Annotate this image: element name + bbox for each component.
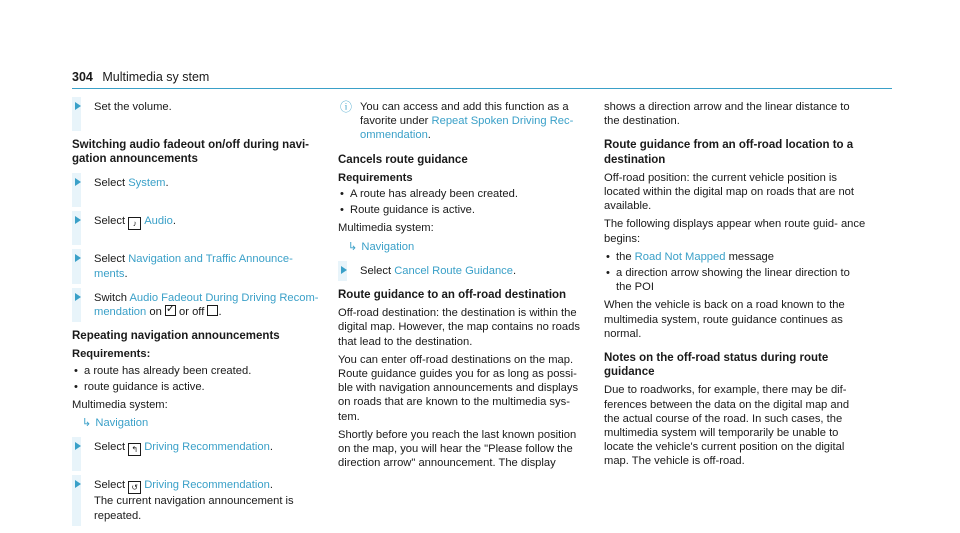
tip-info-icon: ⓘ [340, 100, 353, 114]
step-arrow-icon [75, 480, 81, 488]
menu-link-navigation-traffic: Navigation and Traffic Announce- ments [94, 253, 293, 280]
paragraph: shows a direction arrow and the linear distance to the destination. [604, 101, 850, 128]
step-select-driving-rec-1: Select ↰ Driving Recommendation. [72, 440, 322, 468]
menu-link-cancel-route: Cancel Route Guidance [394, 264, 513, 277]
requirement-item: • route guidance is active. [72, 380, 322, 394]
paragraph: When the vehicle is back on a road known to the multimedia system, route guidance continues as normal. [604, 299, 845, 340]
page-header [72, 70, 209, 84]
nav-link: Navigation [95, 417, 149, 430]
page-number: 304 [72, 70, 93, 84]
paragraph: The following displays appear when route guid- ance begins: [604, 218, 866, 245]
menu-link-driving-rec: Driving Recommendation [144, 479, 270, 492]
column-3 [604, 100, 866, 473]
column-1 [72, 100, 322, 523]
message-road-not-mapped: Road Not Mapped [634, 250, 726, 263]
checkbox-empty-icon [207, 305, 218, 316]
heading-repeat-announcements: Repeating navigation announcements [72, 330, 280, 343]
step-switch-audio-fadeout: Switch Audio Fadeout During Driving Recom- mendation on ✓ or off . [72, 291, 322, 319]
display-item: • a direction arrow showing the linear direction to the POI [604, 266, 866, 294]
step-arrow-icon [341, 266, 347, 274]
heading-offroad-destination: Route guidance to an off-road destination [338, 289, 567, 302]
step-arrow-icon [75, 254, 81, 262]
step-select-system: Select System. [72, 176, 322, 204]
step-result: The current navigation announcement is repeated. [94, 495, 294, 522]
paragraph: Shortly before you reach the last known position on the map, you will hear the "Please follow the direction arrow" announcement. The display [338, 428, 577, 470]
heading-audio-fadeout: Switching audio fadeout on/off during navi- gation announcements [72, 139, 310, 166]
requirement-item: • a route has already been created. [72, 364, 322, 378]
page-section-title: Multimedia sy stem [102, 70, 210, 84]
header-divider [72, 88, 892, 89]
driving-recommendation-repeat-icon: ↺ [128, 481, 141, 494]
driving-recommendation-icon: ↰ [128, 443, 141, 456]
column-2 [338, 100, 588, 474]
nav-path [338, 240, 588, 254]
menu-link-audio-fadeout: Audio Fadeout During Driving Recom- mendation [94, 291, 319, 319]
step-select-audio: Select ♪ Audio. [72, 214, 322, 242]
multimedia-system-label: Multimedia system: [338, 222, 434, 235]
nav-link: Navigation [361, 240, 415, 253]
step-set-volume: Set the volume. [72, 100, 322, 128]
requirement-item: • A route has already been created. [338, 187, 588, 201]
path-arrow-icon: ↳ [348, 240, 358, 253]
step-arrow-icon [75, 178, 81, 186]
nav-path [72, 416, 322, 430]
requirement-item: • Route guidance is active. [338, 203, 588, 217]
paragraph: You can enter off-road destinations on the map. Route guidance guides you for as long as possi- ble with navigation announcements and displays on roads that are known to the multimedia sys- tem. [338, 353, 579, 423]
heading-cancel-route: Cancels route guidance [338, 153, 468, 166]
audio-note-icon: ♪ [128, 217, 141, 230]
menu-link-driving-rec: Driving Recommendation [144, 441, 270, 454]
tip-note: ⓘ You can access and add this function as a favorite under Repeat Spoken Driving Rec- ommendation. [340, 100, 574, 142]
menu-link-system: System [128, 177, 166, 190]
step-arrow-icon [75, 216, 81, 224]
step-select-navigation-traffic: Select Navigation and Traffic Announce- ments. [72, 252, 322, 280]
requirements-label: Requirements: [72, 348, 151, 361]
heading-offroad-location: Route guidance from an off-road location to a destination [604, 139, 854, 166]
checkbox-checked-icon [165, 305, 176, 316]
menu-link-audio: Audio [144, 215, 173, 228]
step-arrow-icon [75, 102, 81, 110]
paragraph: Off-road destination: the destination is within the digital map. However, the map contains no roads that lead to the destination. [338, 307, 580, 348]
heading-notes-offroad: Notes on the off-road status during route guidance [604, 352, 829, 379]
requirements-label: Requirements [338, 171, 413, 184]
step-arrow-icon [75, 442, 81, 450]
step-arrow-icon [75, 293, 81, 301]
menu-link-repeat-spoken: Repeat Spoken Driving Rec- ommendation [360, 115, 574, 142]
step-cancel-route: Select Cancel Route Guidance. [338, 264, 588, 278]
paragraph: Due to roadworks, for example, there may be dif- ferences between the data on the digital map and the actual course of the road. In such cases, the multimedia system will temporarily be unable to locate the vehicle's current position on the digital map. The vehicle is off-road. [604, 384, 850, 468]
multimedia-system-label: Multimedia system: [72, 399, 168, 412]
paragraph: Off-road position: the current vehicle position is located within the digital map on roads that are not available. [604, 171, 855, 213]
path-arrow-icon: ↳ [82, 417, 92, 430]
step-select-driving-rec-2: Select ↺ Driving Recommendation. The current navigation announcement is repeated. [72, 478, 322, 522]
display-item: • the Road Not Mapped message [604, 250, 866, 264]
